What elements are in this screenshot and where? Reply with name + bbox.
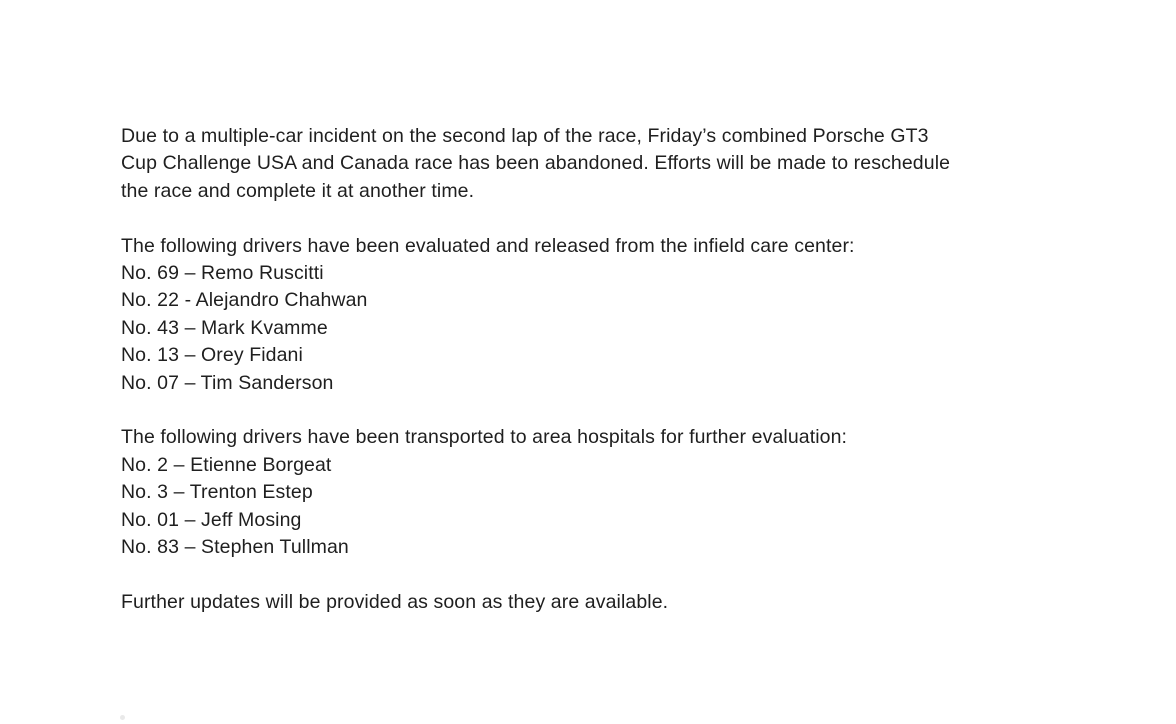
- driver-list-item: No. 13 – Orey Fidani: [121, 344, 303, 367]
- driver-list-item: No. 83 – Stephen Tullman: [121, 536, 349, 559]
- document-body: [121, 123, 1081, 616]
- released-drivers-section: [121, 233, 1081, 397]
- driver-list-item: No. 07 – Tim Sanderson: [121, 371, 334, 394]
- closing-paragraph: [121, 589, 1081, 616]
- transported-section-heading: The following drivers have been transported to area hospitals for further evaluation:: [121, 426, 848, 449]
- driver-list-item: No. 01 – Jeff Mosing: [121, 508, 302, 531]
- intro-line: Due to a multiple-car incident on the second lap of the race, Friday’s combined Porsche GT3: [121, 125, 929, 147]
- driver-list-item: No. 43 – Mark Kvamme: [121, 316, 328, 339]
- intro-line: the race and complete it at another time.: [121, 179, 475, 202]
- intro-paragraph: [121, 123, 1081, 205]
- transported-drivers-section: [121, 424, 1081, 561]
- released-section-heading: The following drivers have been evaluated and released from the infield care center:: [121, 234, 855, 257]
- closing-line: Further updates will be provided as soon as they are available.: [121, 590, 669, 613]
- stray-mark: [120, 715, 125, 720]
- driver-list-item: No. 22 - Alejandro Chahwan: [121, 289, 368, 312]
- intro-line: Cup Challenge USA and Canada race has been abandoned. Efforts will be made to reschedule: [121, 152, 951, 175]
- driver-list-item: No. 3 – Trenton Estep: [121, 481, 313, 504]
- driver-list-item: No. 69 – Remo Ruscitti: [121, 262, 324, 285]
- driver-list-item: No. 2 – Etienne Borgeat: [121, 453, 332, 476]
